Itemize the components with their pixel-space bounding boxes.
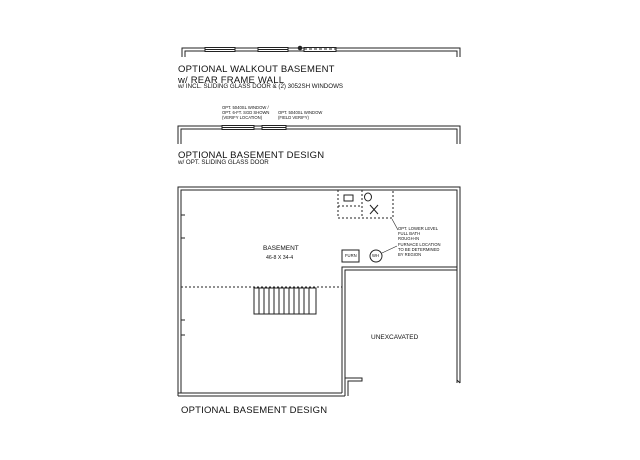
floor-plan-caption: OPTIONAL BASEMENT DESIGN <box>181 405 328 416</box>
walkout-rear-wall <box>182 46 460 57</box>
walkout-note: w/ INCL. SLIDING GLASS DOOR & (2) 3052SH WINDOWS <box>178 83 344 90</box>
room-name: BASEMENT <box>263 245 299 252</box>
water-heater-label: WH <box>372 253 379 258</box>
unexcavated-label: UNEXCAVATED <box>371 334 419 341</box>
furnace-label: FURN <box>345 253 357 258</box>
bath-note: OPT. LOWER LEVEL FULL BATH ROUGH-IN <box>398 226 439 241</box>
basement-design-note: w/ OPT. SLIDING GLASS DOOR <box>178 159 269 166</box>
basement-design-title: OPTIONAL BASEMENT DESIGN <box>178 150 325 161</box>
room-size: 46-8 X 34-4 <box>266 255 294 261</box>
walkout-subtitle: w/ REAR FRAME WALL <box>178 75 285 86</box>
furnace-note: FURNACE LOCATION TO BE DETERMINED BY REGION <box>398 242 441 257</box>
stairs <box>254 288 316 314</box>
window-note-2: OPT. 5040SL WINDOW (FIELD VERIFY) <box>278 110 323 120</box>
basement-outline <box>178 187 460 396</box>
basement-rear-wall <box>178 126 460 145</box>
window-note-1: OPT. 5040SL WINDOW / OPT. 6-FT. SGD SHOWN (VERIFY LOCATION) <box>222 105 270 120</box>
walkout-title: OPTIONAL WALKOUT BASEMENT <box>178 64 335 75</box>
bath-fixtures <box>344 193 398 230</box>
